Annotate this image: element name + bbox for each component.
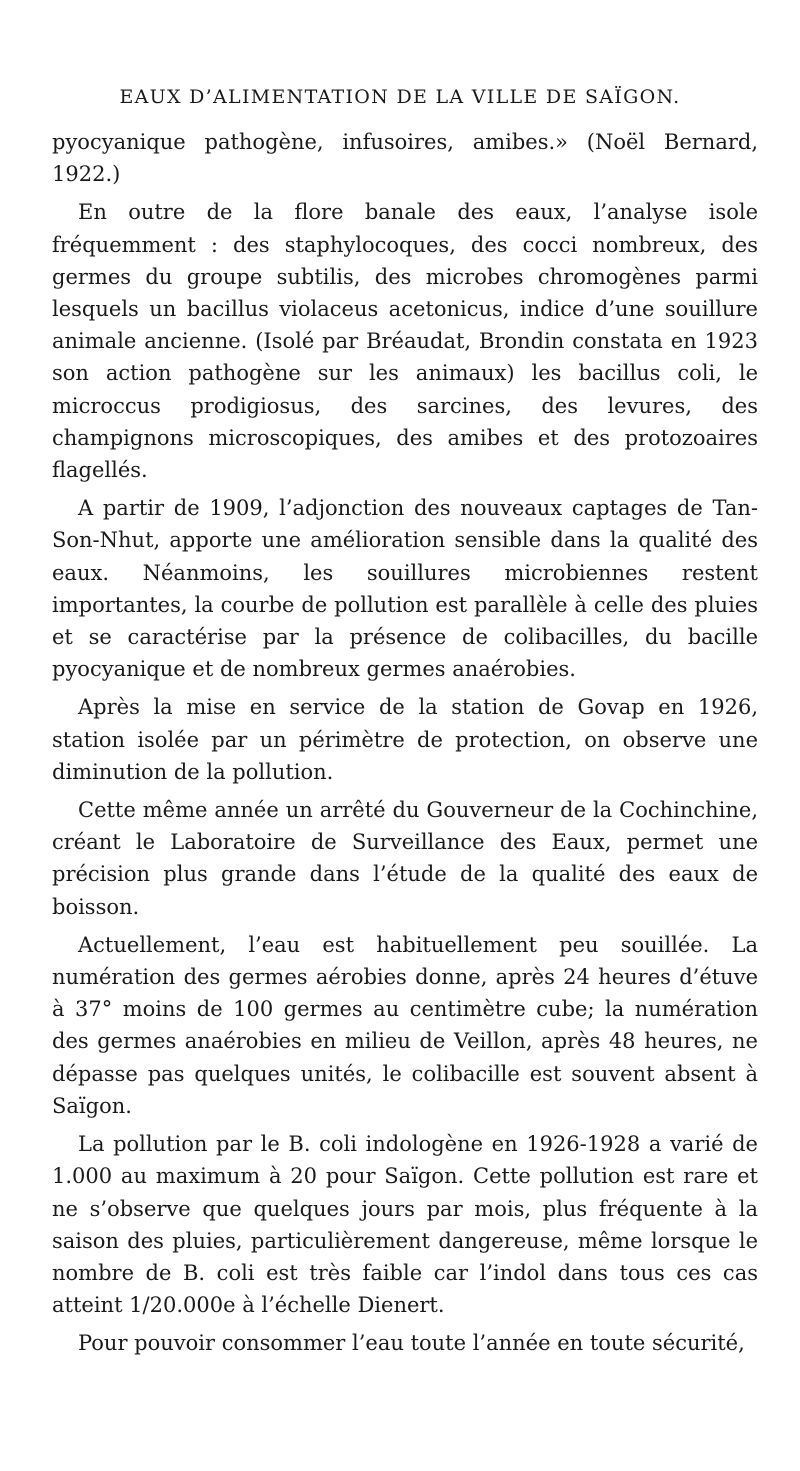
- paragraph-laboratoire: Cette même année un arrêté du Gouverneur de la Cochinchine, créant le Laboratoire de Surveillance des Eaux, permet une précision plus grande dans l’étude de la qualité des eaux de boisson.: [52, 798, 758, 919]
- running-head: EAUX D’ALIMENTATION DE LA VILLE DE SAÏGON.: [119, 86, 681, 108]
- paragraph-govap: Après la mise en service de la station de Govap en 1926, station isolée par un périmètre de protection, on observe une diminution de la pollution.: [52, 695, 758, 784]
- paragraph-actuellement: Actuellement, l’eau est habituellement peu souillée. La numération des germes aérobies donne, après 24 heures d’étuve à 37° moins de 100 germes au centimètre cube; la numération des germes anaérobies en milieu de Veillon, après 48 heures, ne dépasse pas quelques unités, le colibacille est souvent absent à Saïgon.: [52, 932, 758, 1118]
- paragraph-flore-banale: En outre de la flore banale des eaux, l’analyse isole fréquemment : des staphylocoques, des cocci nombreux, des germes du groupe subtilis, des microbes chromogènes parmi lesquels un bacillus violaceus acetonicus, indice d’une souillure animale ancienne. (Isolé par Bréaudat, Brondin constata en 1923 son action pathogène sur les animaux) les bacillus coli, le microccus prodigiosus, des sarcines, des levures, des champignons microscopiques, des amibes et des protozoaires flagellés.: [52, 200, 758, 483]
- paragraph-tan-son-nhut: A partir de 1909, l’adjonction des nouveaux captages de Tan-Son-Nhut, apporte une amélioration sensible dans la qualité des eaux. Néanmoins, les souillures microbiennes restent importantes, la courbe de pollution est parallèle à celle des pluies et se caractérise par la présence de colibacilles, du bacille pyocyanique et de nombreux germes anaérobies.: [52, 496, 758, 682]
- body-text: [52, 126, 758, 1360]
- paragraph-b-coli: La pollution par le B. coli indologène en 1926-1928 a varié de 1.000 au maximum à 20 pour Saïgon. Cette pollution est rare et ne s’observe que quelques jours par mois, plus fréquente à la saison des pluies, particulièrement dangereuse, même lorsque le nombre de B. coli est très faible car l’indol dans tous ces cas atteint 1/20.000e à l’échelle Dienert.: [52, 1132, 758, 1318]
- paragraph-continuation: pyocyanique pathogène, infusoires, amibes.» (Noël Bernard, 1922.): [52, 130, 758, 187]
- paragraph-consommer: Pour pouvoir consommer l’eau toute l’année en toute sécurité,: [78, 1331, 745, 1356]
